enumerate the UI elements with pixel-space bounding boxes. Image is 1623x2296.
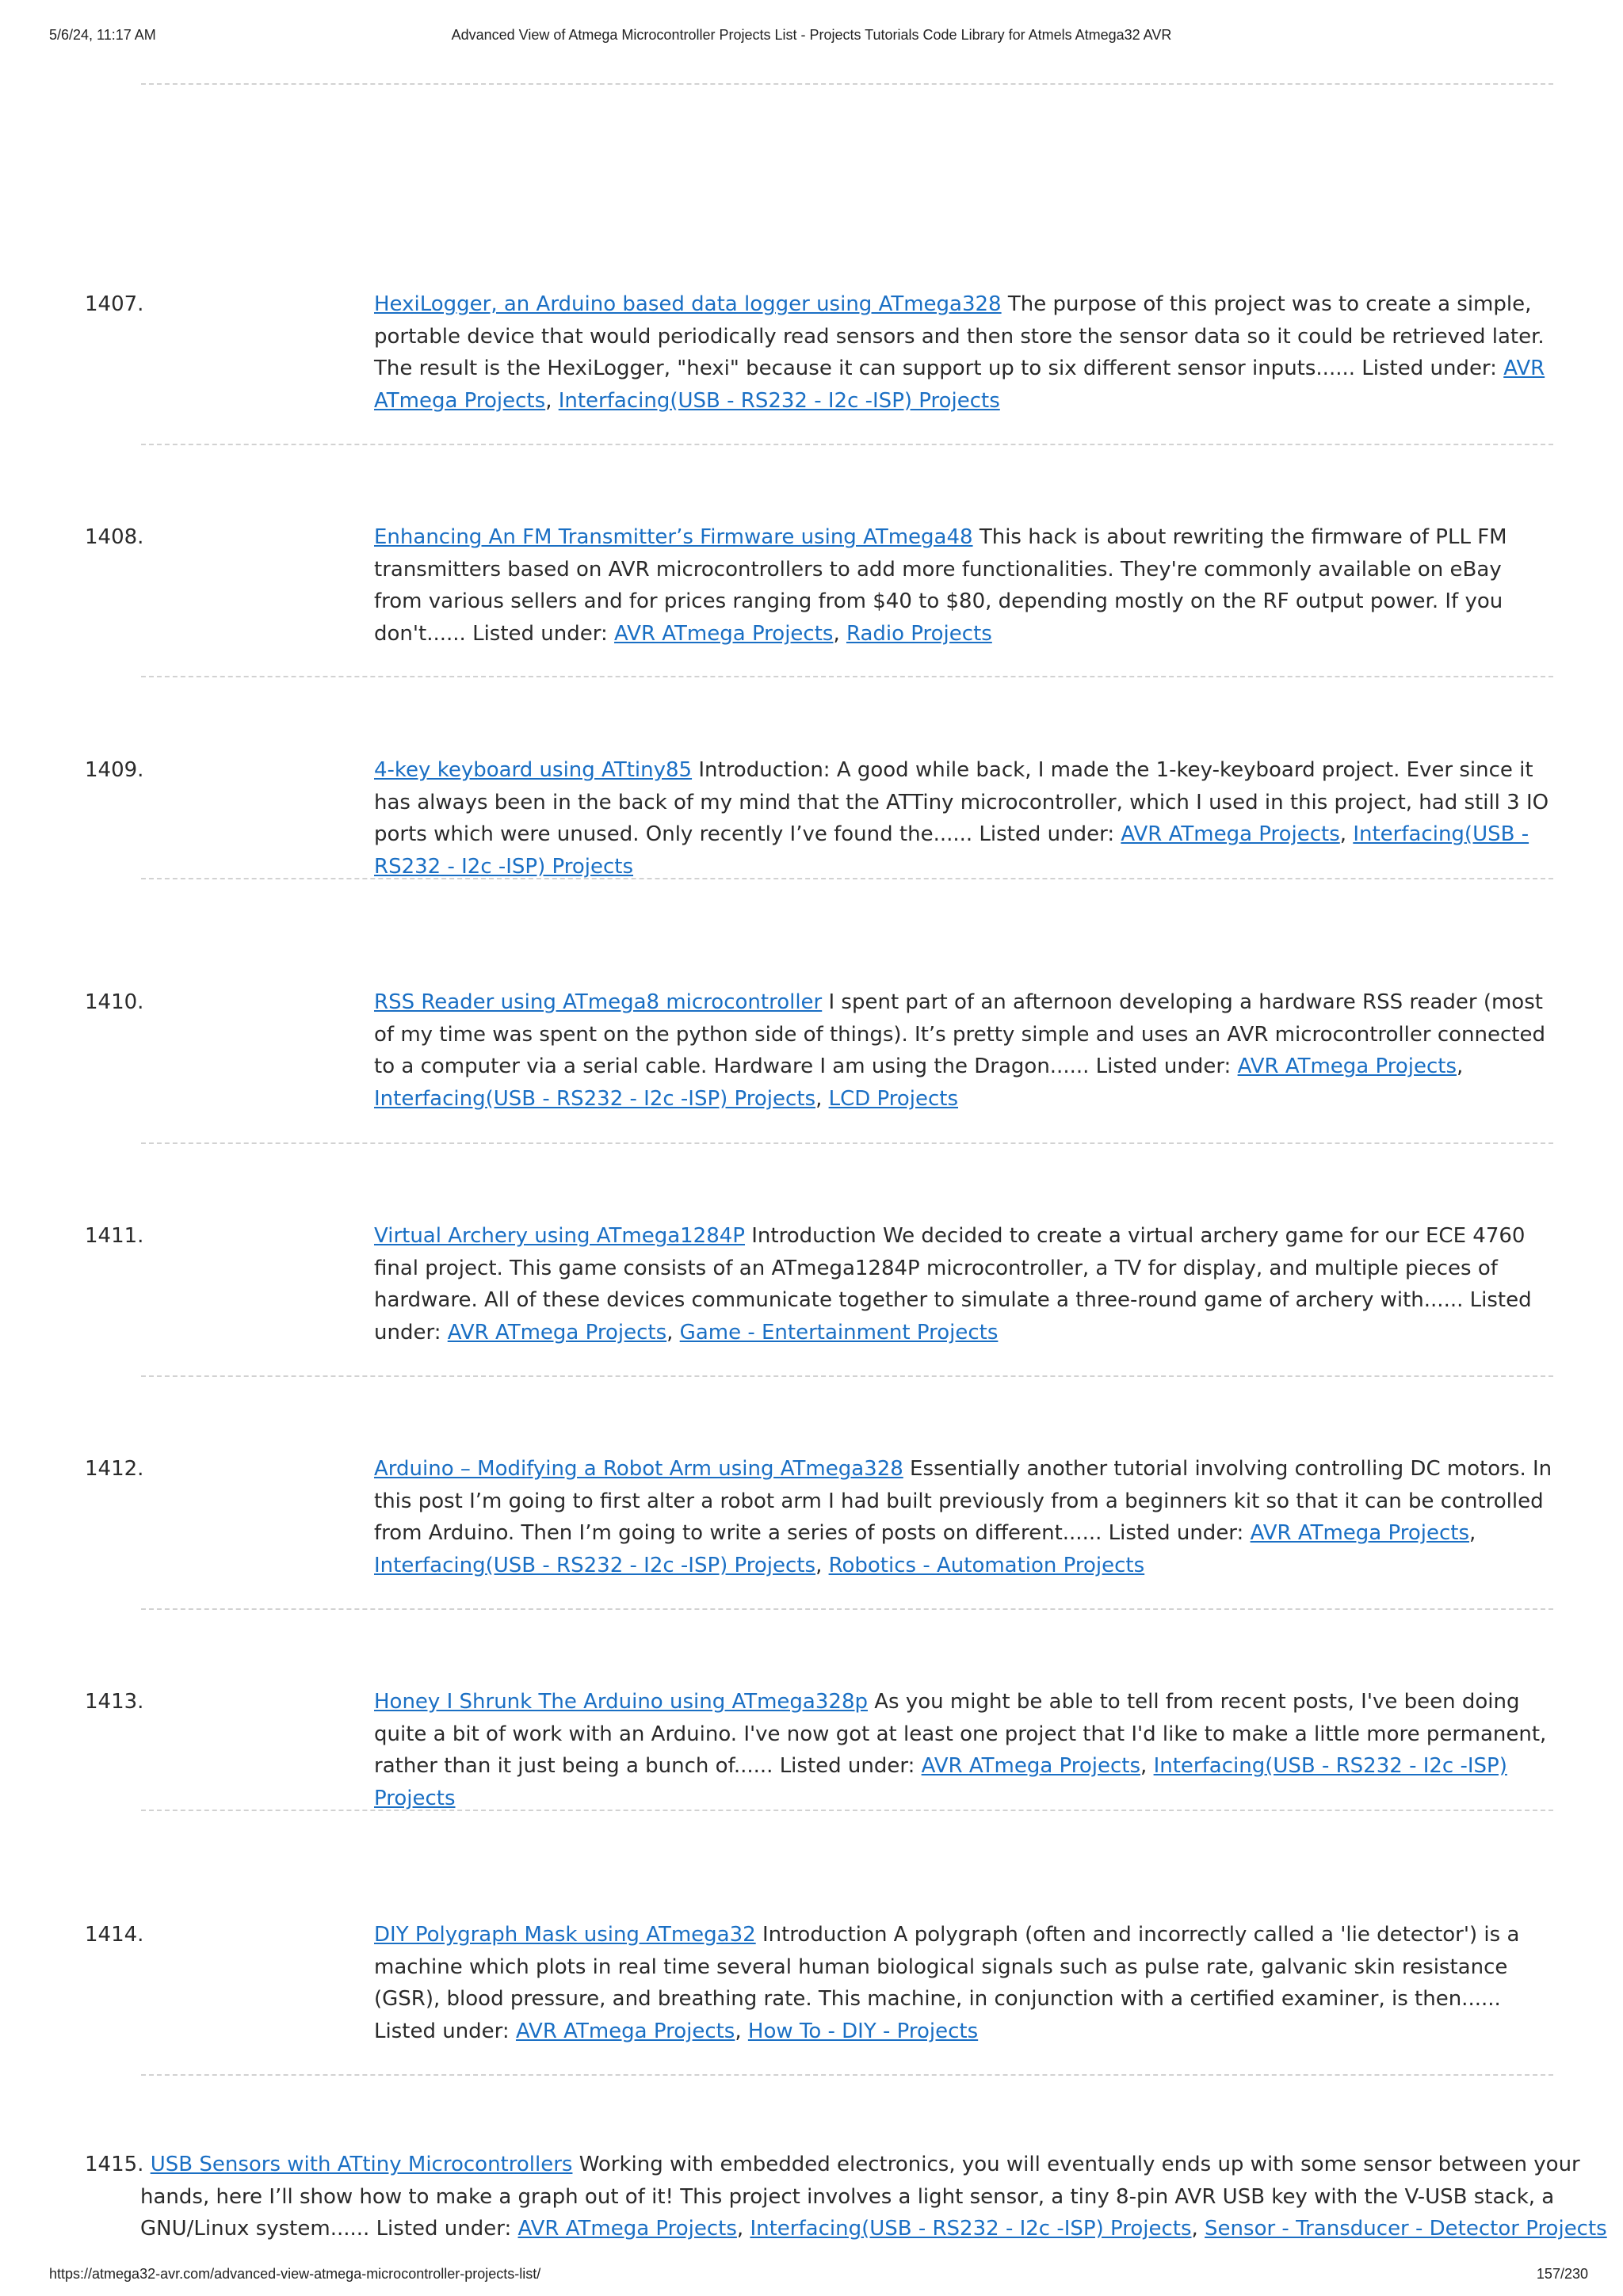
listed-under-label: Listed under:	[374, 2019, 510, 2043]
print-url: https://atmega32-avr.com/advanced-view-atmega-microcontroller-projects-list/	[49, 2266, 541, 2282]
project-title-link[interactable]: Virtual Archery using ATmega1284P	[374, 1224, 745, 1248]
project-description: Introduction A polygraph (often and incorrectly called a 'lie detector') is a machine which plots in real time several human biological signals such as pulse rate, galvanic skin resistance (GSR), blood pressure, and breathing rate. This machine, in conjunction with a certified examiner, is then......	[374, 1923, 1520, 2011]
category-link[interactable]: AVR ATmega Projects	[374, 357, 1545, 413]
entry-text: Enhancing An FM Transmitter’s Firmware using ATmega48 This hack is about rewriting the firmware of PLL FM transmitters based on AVR microcontrollers to add more functionalities. They're commonly available on eBay from various sellers and for prices ranging from $40 to $80, depending mostly on the RF output power. If you don't...... Listed under: AVR ATmega Projects, Radio Projects	[374, 525, 1507, 646]
category-link[interactable]: AVR ATmega Projects	[1250, 1521, 1469, 1545]
project-title-link[interactable]: HexiLogger, an Arduino based data logger using ATmega328	[374, 292, 1002, 316]
category-link[interactable]: Interfacing(USB - RS232 - I2c -ISP) Projects	[558, 388, 1000, 413]
entry-number: 1408.	[85, 525, 144, 549]
listed-under-label: Listed under:	[472, 621, 608, 646]
divider	[141, 444, 1553, 445]
listed-under-label: Listed under:	[1095, 1055, 1232, 1078]
project-description: Introduction We decided to create a virtual archery game for our ECE 4760 final project. This game consists of an ATmega1284P microcontroller, a TV for display, and multiple pieces of hardware. All of these devices communicate together to simulate a three-round game of archery with......	[374, 1224, 1526, 1312]
project-title-link[interactable]: Arduino – Modifying a Robot Arm using ATmega328	[374, 1457, 903, 1481]
project-description: The purpose of this project was to create a simple, portable device that would periodically read sensors and then store the sensor data so it could be retrieved later. The result is the HexiLogger, "hexi" because it can support up to six different sensor inputs......	[374, 292, 1545, 380]
project-title-link[interactable]: USB Sensors with ATtiny Microcontrollers	[150, 2153, 573, 2176]
project-title-link[interactable]: DIY Polygraph Mask using ATmega32	[374, 1923, 756, 1947]
project-description: I spent part of an afternoon developing a hardware RSS reader (most of my time was spent on the python side of things). It’s pretty simple and uses an AVR microcontroller connected to a computer via a serial cable. Hardware I am using the Dragon......	[374, 990, 1545, 1078]
category-link[interactable]: Interfacing(USB - RS232 - I2c -ISP) Projects	[374, 1086, 816, 1111]
project-title-link[interactable]: 4-key keyboard using ATtiny85	[374, 758, 693, 782]
category-link[interactable]: AVR ATmega Projects	[447, 1320, 667, 1344]
divider	[141, 83, 1553, 85]
listed-under-label: Listed under:	[779, 1754, 915, 1778]
category-link[interactable]: Radio Projects	[846, 621, 992, 646]
category-link[interactable]: Game - Entertainment Projects	[679, 1320, 999, 1344]
divider	[141, 2074, 1553, 2076]
divider	[141, 878, 1553, 879]
project-title-link[interactable]: RSS Reader using ATmega8 microcontroller	[374, 990, 823, 1014]
category-link[interactable]: AVR ATmega Projects	[1121, 822, 1340, 846]
entry-text: 4-key keyboard using ATtiny85 Introduction: A good while back, I made the 1-key-keyboard project. Ever since it has always been in the back of my mind that the ATTiny microcontroller, which I used in this project, had still 3 IO ports which were unused. Only recently I’ve found the...... Listed under: AVR ATmega Projects, Interfacing(USB - RS232 - I2c -ISP) Projects	[374, 758, 1549, 879]
category-link[interactable]: Robotics - Automation Projects	[828, 1553, 1145, 1577]
entry-text: Virtual Archery using ATmega1284P Introduction We decided to create a virtual archery game for our ECE 4760 final project. This game consists of an ATmega1284P microcontroller, a TV for display, and multiple pieces of hardware. All of these devices communicate together to simulate a three-round game of archery with...... Listed under: AVR ATmega Projects, Game - Entertainment Projects	[374, 1224, 1532, 1344]
entry-number: 1413.	[85, 1690, 144, 1714]
category-link[interactable]: AVR ATmega Projects	[515, 2019, 735, 2043]
project-description: Working with embedded electronics, you will eventually ends up with some sensor between your hands, here I’ll show how to make a graph out of it! This project involves a light sensor, a tiny 8-pin AVR USB key with the V-USB stack, a GNU/Linux system......	[140, 2153, 1580, 2241]
entry-number: 1415.	[85, 2153, 144, 2176]
entry-text: Honey I Shrunk The Arduino using ATmega328p As you might be able to tell from recent posts, I've been doing quite a bit of work with an Arduino. I've now got at least one project that I'd like to make a little more permanent, rather than it just being a bunch of...... Listed under: AVR ATmega Projects, Interfacing(USB - RS232 - I2c -ISP) Projects	[374, 1690, 1547, 1810]
entry-number: 1407.	[85, 292, 144, 316]
listed-under-label: Listed under:	[376, 2217, 512, 2241]
project-description: Essentially another tutorial involving controlling DC motors. In this post I’m going to first alter a robot arm I had built previously from a beginners kit so that it can be controlled from Arduino. Then I’m going to write a series of posts on different......	[374, 1457, 1552, 1545]
entry-text: RSS Reader using ATmega8 microcontroller I spent part of an afternoon developing a hardware RSS reader (most of my time was spent on the python side of things). It’s pretty simple and uses an AVR microcontroller connected to a computer via a serial cable. Hardware I am using the Dragon...... Listed under: AVR ATmega Projects, Interfacing(USB - RS232 - I2c -ISP) Projects, LCD Projects	[374, 990, 1545, 1111]
entry-number: 1410.	[85, 990, 144, 1014]
category-link[interactable]: AVR ATmega Projects	[614, 621, 834, 646]
project-title-link[interactable]: Enhancing An FM Transmitter’s Firmware using ATmega48	[374, 525, 973, 549]
category-link[interactable]: Sensor - Transducer - Detector Projects	[1205, 2217, 1607, 2241]
category-link[interactable]: Interfacing(USB - RS232 - I2c -ISP) Projects	[374, 1553, 816, 1577]
print-page-title: Advanced View of Atmega Microcontroller Projects List - Projects Tutorials Code Library for Atmels Atmega32 AVR	[451, 27, 1172, 43]
entry-text: Arduino – Modifying a Robot Arm using ATmega328 Essentially another tutorial involving controlling DC motors. In this post I’m going to first alter a robot arm I had built previously from a beginners kit so that it can be controlled from Arduino. Then I’m going to write a series of posts on different...... Listed under: AVR ATmega Projects, Interfacing(USB - RS232 - I2c -ISP) Projects, Robotics - Automation Projects	[374, 1457, 1552, 1577]
print-datetime: 5/6/24, 11:17 AM	[49, 27, 156, 43]
category-link[interactable]: LCD Projects	[828, 1086, 959, 1111]
listed-under-label: Listed under:	[1108, 1521, 1244, 1545]
entry-text: DIY Polygraph Mask using ATmega32 Introduction A polygraph (often and incorrectly called a 'lie detector') is a machine which plots in real time several human biological signals such as pulse rate, galvanic skin resistance (GSR), blood pressure, and breathing rate. This machine, in conjunction with a certified examiner, is then...... Listed under: AVR ATmega Projects, How To - DIY - Projects	[374, 1923, 1520, 2043]
listed-under-label: Listed under:	[979, 822, 1115, 846]
category-link[interactable]: AVR ATmega Projects	[921, 1754, 1141, 1778]
listed-under-label: Listed under:	[1361, 357, 1497, 380]
entry-number: 1414.	[85, 1923, 144, 1947]
category-link[interactable]: How To - DIY - Projects	[747, 2019, 979, 2043]
listed-under-label: Listed under:	[374, 1288, 1532, 1344]
divider	[141, 1810, 1553, 1811]
category-link[interactable]: AVR ATmega Projects	[1237, 1055, 1457, 1078]
divider	[141, 1142, 1553, 1144]
print-page-number: 157/230	[1536, 2266, 1588, 2282]
project-description: As you might be able to tell from recent posts, I've been doing quite a bit of work with an Arduino. I've now got at least one project that I'd like to make a little more permanent, rather than it just being a bunch of......	[374, 1690, 1547, 1778]
category-link[interactable]: Interfacing(USB - RS232 - I2c -ISP) Projects	[374, 1754, 1507, 1810]
project-description: Introduction: A good while back, I made the 1-key-keyboard project. Ever since it has always been in the back of my mind that the ATTiny microcontroller, which I used in this project, had still 3 IO ports which were unused. Only recently I’ve found the......	[374, 758, 1549, 846]
divider	[141, 676, 1553, 677]
project-title-link[interactable]: Honey I Shrunk The Arduino using ATmega328p	[374, 1690, 868, 1714]
entry-number: 1411.	[85, 1224, 144, 1248]
entry-text: HexiLogger, an Arduino based data logger using ATmega328 The purpose of this project was to create a simple, portable device that would periodically read sensors and then store the sensor data so it could be retrieved later. The result is the HexiLogger, "hexi" because it can support up to six different sensor inputs...... Listed under: AVR ATmega Projects, Interfacing(USB - RS232 - I2c -ISP) Projects	[374, 292, 1545, 413]
entry-number: 1412.	[85, 1457, 144, 1481]
divider	[141, 1375, 1553, 1377]
entry-number: 1409.	[85, 758, 144, 782]
category-link[interactable]: Interfacing(USB - RS232 - I2c -ISP) Projects	[750, 2217, 1192, 2241]
category-link[interactable]: Interfacing(USB - RS232 - I2c -ISP) Projects	[374, 822, 1529, 879]
entry-text: 1415. USB Sensors with ATtiny Microcontrollers Working with embedded electronics, you will eventually ends up with some sensor between your hands, here I’ll show how to make a graph out of it! This project involves a light sensor, a tiny 8-pin AVR USB key with the V-USB stack, a GNU/Linux system...... Listed under: AVR ATmega Projects, Interfacing(USB - RS232 - I2c -ISP) Projects, Sensor - Transducer - Detector Projects	[85, 2153, 1607, 2241]
category-link[interactable]: AVR ATmega Projects	[517, 2217, 737, 2241]
project-description: This hack is about rewriting the firmware of PLL FM transmitters based on AVR microcontrollers to add more functionalities. They're commonly available on eBay from various sellers and for prices ranging from $40 to $80, depending mostly on the RF output power. If you don't......	[374, 525, 1507, 646]
divider	[141, 1608, 1553, 1610]
